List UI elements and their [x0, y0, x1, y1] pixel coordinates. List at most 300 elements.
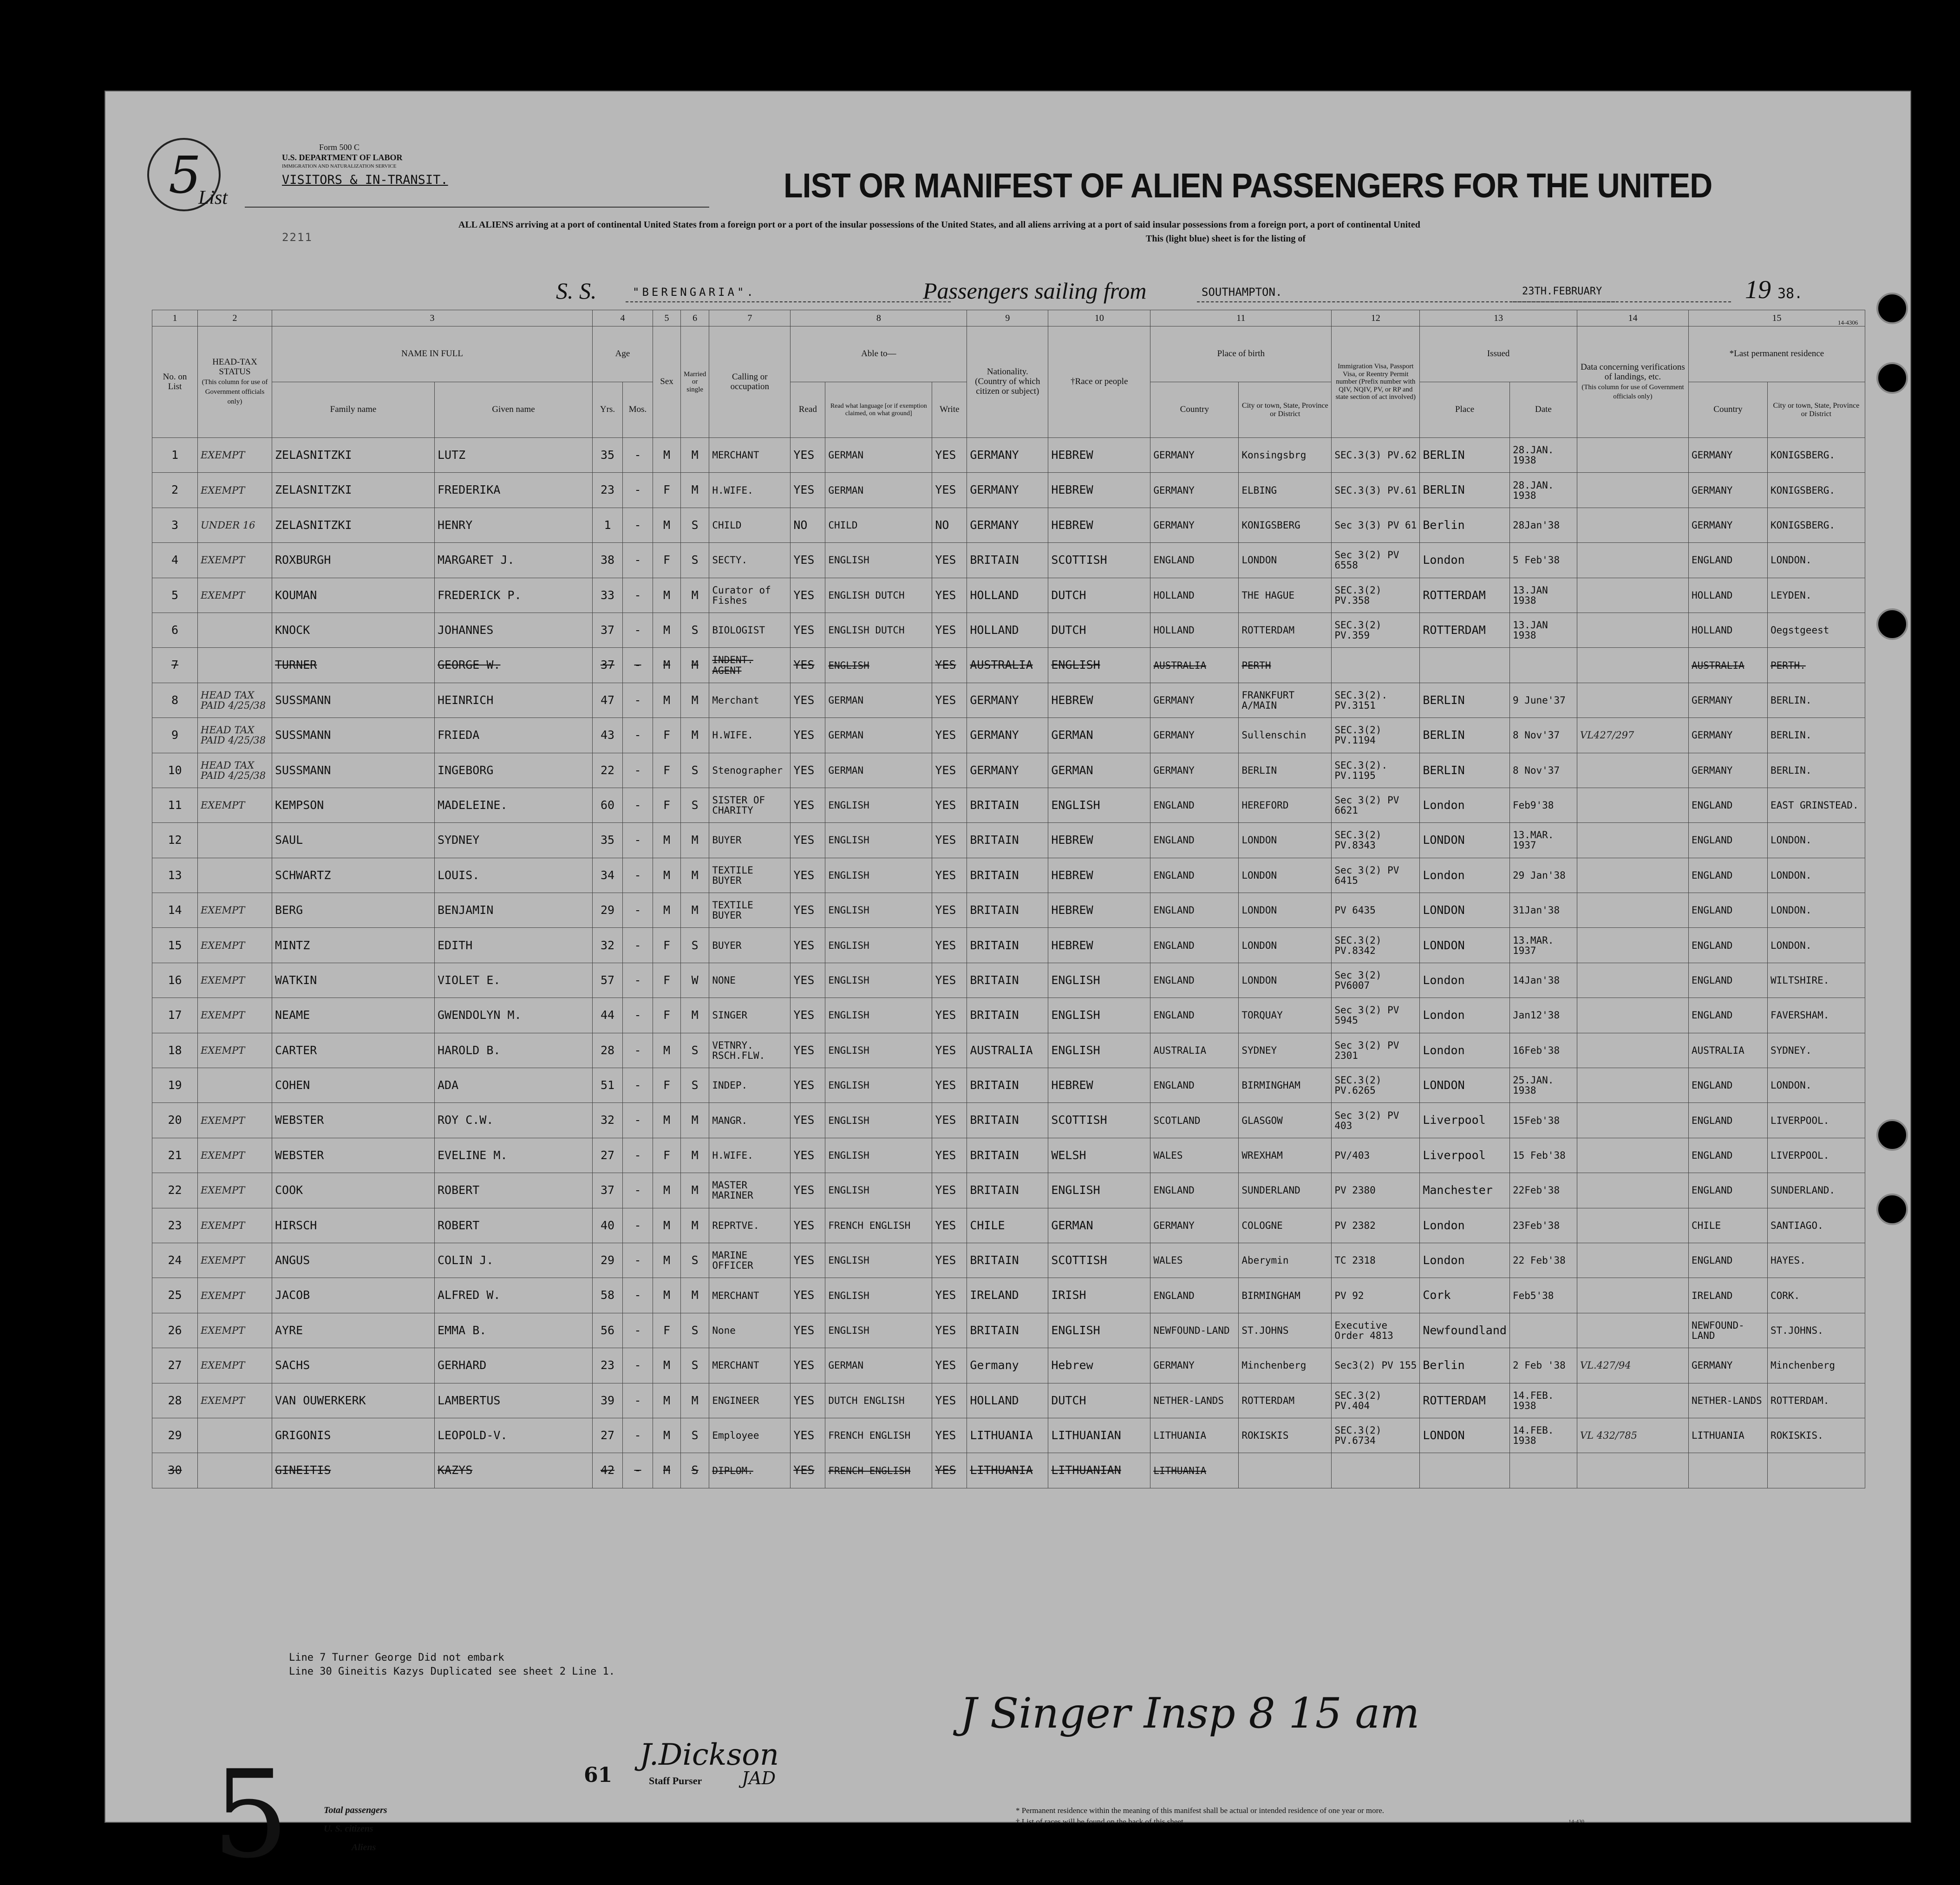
stamp-number: 2211 [282, 231, 313, 244]
cell-rcity: LONDON. [1767, 823, 1865, 858]
cell-occ: None [709, 1313, 791, 1348]
cell-rcity: LIVERPOOL. [1767, 1138, 1865, 1173]
cell-write: YES [932, 858, 967, 893]
cell-family: TURNER [272, 648, 435, 683]
cell-occ: Curator of Fishes [709, 578, 791, 613]
cell-rcountry: ENGLAND [1688, 1103, 1767, 1138]
cell-rcity: LEYDEN. [1767, 578, 1865, 613]
cell-ms: M [681, 1103, 709, 1138]
cell-write: YES [932, 753, 967, 788]
cell-iplace: LONDON [1420, 893, 1510, 928]
cell-no: 7 [152, 648, 198, 683]
cell-iplace: BERLIN [1420, 753, 1510, 788]
cell-race: LITHUANIAN [1048, 1453, 1150, 1488]
cell-rcity: SANTIAGO. [1767, 1208, 1865, 1243]
cell-occ: Stenographer [709, 753, 791, 788]
cell-bcountry: LITHUANIA [1150, 1418, 1239, 1453]
cell-tax: EXEMPT [198, 1383, 272, 1418]
cell-rcity: ROKISKIS. [1767, 1418, 1865, 1453]
cell-bcountry: ENGLAND [1150, 543, 1239, 578]
table-row [152, 473, 1865, 508]
header-age: Age [593, 326, 653, 382]
ship-underline [626, 301, 951, 302]
landings-note: (This column for use of Government officials only) [1581, 383, 1684, 401]
cell-bcity: SYDNEY [1239, 1033, 1332, 1068]
col-num: 15 [1688, 310, 1865, 326]
cell-idate: 13.MAR. 1937 [1509, 823, 1577, 858]
cell-sex: M [653, 858, 681, 893]
header-name: NAME IN FULL [272, 326, 593, 382]
note-line-7: Line 7 Turner George Did not embark [289, 1652, 504, 1663]
cell-iplace: LONDON [1420, 1068, 1510, 1103]
cell-land [1577, 823, 1688, 858]
cell-sex: M [653, 683, 681, 717]
col-num: 8 [791, 310, 967, 326]
cell-race: GERMAN [1048, 1208, 1150, 1243]
cell-given: KAZYS [435, 1453, 593, 1488]
table-row [152, 1103, 1865, 1138]
cell-family: SAUL [272, 823, 435, 858]
headtax-title: HEAD-TAX STATUS [212, 357, 257, 377]
cell-ms: M [681, 648, 709, 683]
cell-no: 11 [152, 788, 198, 822]
cell-nat: BRITAIN [967, 963, 1048, 998]
cell-iplace: Berlin [1420, 508, 1510, 542]
cell-lang: ENGLISH [825, 1313, 932, 1348]
col-num: 10 [1048, 310, 1150, 326]
cell-idate [1509, 648, 1577, 683]
cell-read: YES [791, 1138, 825, 1173]
table-row [152, 1383, 1865, 1418]
cell-idate: Feb9'38 [1509, 788, 1577, 822]
table-row [152, 893, 1865, 928]
cell-lang: DUTCH ENGLISH [825, 1383, 932, 1418]
cell-occ: MERCHANT [709, 1348, 791, 1383]
cell-bcountry: GERMANY [1150, 508, 1239, 542]
header-place: Place [1420, 382, 1510, 438]
cell-occ: H.WIFE. [709, 473, 791, 508]
cell-bcity: BIRMINGHAM [1239, 1278, 1332, 1313]
cell-visa: Sec 3(2) PV 5945 [1332, 998, 1420, 1033]
ship-name: "BERENGARIA". [633, 286, 756, 299]
cell-idate: 22 Feb'38 [1509, 1243, 1577, 1278]
cell-bcity: ROTTERDAM [1239, 1383, 1332, 1418]
cell-land: VL427/297 [1577, 718, 1688, 753]
cell-sex: M [653, 1173, 681, 1208]
cell-land [1577, 858, 1688, 893]
cell-write: YES [932, 473, 967, 508]
cell-visa: SEC.3(2) PV.359 [1332, 613, 1420, 647]
cell-read: YES [791, 1173, 825, 1208]
cell-bcity: Aberymin [1239, 1243, 1332, 1278]
cell-family: GINEITIS [272, 1453, 435, 1488]
cell-family: AYRE [272, 1313, 435, 1348]
cell-write: YES [932, 718, 967, 753]
cell-mos: - [623, 998, 653, 1033]
cell-family: ANGUS [272, 1243, 435, 1278]
cell-family: NEAME [272, 998, 435, 1033]
cell-sex: M [653, 1243, 681, 1278]
cell-mos: - [623, 438, 653, 473]
table-row [152, 1173, 1865, 1208]
cell-race: ENGLISH [1048, 963, 1150, 998]
cell-nat: BRITAIN [967, 1068, 1048, 1103]
cell-rcountry: ENGLAND [1688, 858, 1767, 893]
cell-mos: - [623, 1173, 653, 1208]
cell-ms: M [681, 823, 709, 858]
cell-family: COOK [272, 1173, 435, 1208]
table-row [152, 928, 1865, 963]
cell-write: YES [932, 963, 967, 998]
cell-sex: F [653, 1068, 681, 1103]
cell-ms: M [681, 1208, 709, 1243]
cell-tax: EXEMPT [198, 1278, 272, 1313]
cell-rcity: Minchenberg [1767, 1348, 1865, 1383]
cell-race: IRISH [1048, 1278, 1150, 1313]
sailing-date: 23TH.FEBRUARY [1522, 286, 1602, 297]
cell-bcity: GLASGOW [1239, 1103, 1332, 1138]
cell-sex: M [653, 1103, 681, 1138]
cell-occ: H.WIFE. [709, 718, 791, 753]
cell-occ: H.WIFE. [709, 1138, 791, 1173]
cell-ms: S [681, 613, 709, 647]
cell-tax: EXEMPT [198, 1348, 272, 1383]
cell-iplace: Liverpool [1420, 1138, 1510, 1173]
cell-mos: - [623, 648, 653, 683]
cell-land [1577, 1173, 1688, 1208]
cell-bcity: PERTH [1239, 648, 1332, 683]
cell-no: 28 [152, 1383, 198, 1418]
cell-sex: F [653, 998, 681, 1033]
cell-land: VL.427/94 [1577, 1348, 1688, 1383]
cell-rcountry: AUSTRALIA [1688, 1033, 1767, 1068]
cell-given: ROBERT [435, 1208, 593, 1243]
cell-ms: S [681, 1243, 709, 1278]
header-row-1 [152, 326, 1865, 382]
cell-race: ENGLISH [1048, 788, 1150, 822]
cell-yrs: 23 [593, 473, 623, 508]
cell-tax: HEAD TAX PAID 4/25/38 [198, 753, 272, 788]
cell-rcity: LONDON. [1767, 893, 1865, 928]
cell-land [1577, 1453, 1688, 1488]
cell-race: ENGLISH [1048, 1313, 1150, 1348]
cell-tax: EXEMPT [198, 1208, 272, 1243]
cell-ms: S [681, 1068, 709, 1103]
cell-bcity: Konsingsbrg [1239, 438, 1332, 473]
cell-occ: DIPLOM. [709, 1453, 791, 1488]
cell-tax: EXEMPT [198, 1173, 272, 1208]
cell-yrs: 22 [593, 753, 623, 788]
passenger-rows [152, 438, 1865, 1488]
cell-bcity: HEREFORD [1239, 788, 1332, 822]
cell-given: LEOPOLD-V. [435, 1418, 593, 1453]
year-suffix: 38. [1777, 286, 1803, 302]
cell-write: YES [932, 1173, 967, 1208]
cell-occ: BUYER [709, 928, 791, 963]
cell-sex: F [653, 718, 681, 753]
cell-given: GERHARD [435, 1348, 593, 1383]
header-res-city: City or town, State, Province or District [1767, 382, 1865, 438]
list-type: VISITORS & IN-TRANSIT. [282, 173, 448, 187]
cell-rcountry: GERMANY [1688, 1348, 1767, 1383]
cell-read: YES [791, 613, 825, 647]
cell-rcity: KONIGSBERG. [1767, 508, 1865, 542]
cell-visa: TC 2318 [1332, 1243, 1420, 1278]
cell-race: HEBREW [1048, 438, 1150, 473]
cell-yrs: 35 [593, 823, 623, 858]
cell-no: 20 [152, 1103, 198, 1138]
cell-visa: SEC.3(2) PV.358 [1332, 578, 1420, 613]
cell-mos: - [623, 1033, 653, 1068]
cell-occ: BUYER [709, 823, 791, 858]
cell-idate: 13.MAR. 1937 [1509, 928, 1577, 963]
cell-mos: - [623, 1208, 653, 1243]
cell-nat: BRITAIN [967, 1138, 1048, 1173]
cell-family: SACHS [272, 1348, 435, 1383]
cell-rcountry: HOLLAND [1688, 578, 1767, 613]
cell-no: 5 [152, 578, 198, 613]
table-row [152, 1033, 1865, 1068]
total-passengers-label: Total passengers [324, 1805, 387, 1815]
cell-tax: EXEMPT [198, 963, 272, 998]
cell-race: HEBREW [1048, 683, 1150, 717]
cell-visa: SEC.3(3) PV.61 [1332, 473, 1420, 508]
cell-read: YES [791, 1453, 825, 1488]
table-row [152, 788, 1865, 822]
cell-lang: ENGLISH [825, 893, 932, 928]
cell-yrs: 29 [593, 1243, 623, 1278]
cell-idate [1509, 1313, 1577, 1348]
cell-rcountry: GERMANY [1688, 718, 1767, 753]
cell-race: HEBREW [1048, 473, 1150, 508]
cell-ms: M [681, 893, 709, 928]
cell-race: HEBREW [1048, 1068, 1150, 1103]
port: SOUTHAMPTON. [1202, 286, 1282, 299]
cell-yrs: 58 [593, 1278, 623, 1313]
cell-read: YES [791, 963, 825, 998]
cell-sex: F [653, 1313, 681, 1348]
cell-idate: 28.JAN. 1938 [1509, 473, 1577, 508]
cell-no: 13 [152, 858, 198, 893]
cell-rcountry: IRELAND [1688, 1278, 1767, 1313]
cell-lang: ENGLISH [825, 998, 932, 1033]
table-row [152, 543, 1865, 578]
cell-family: GRIGONIS [272, 1418, 435, 1453]
cell-sex: F [653, 473, 681, 508]
cell-visa [1332, 1453, 1420, 1488]
cell-family: KOUMAN [272, 578, 435, 613]
cell-given: LUTZ [435, 438, 593, 473]
cell-idate: 14.FEB. 1938 [1509, 1383, 1577, 1418]
cell-race: HEBREW [1048, 823, 1150, 858]
cell-bcountry: ENGLAND [1150, 998, 1239, 1033]
cell-race: ENGLISH [1048, 648, 1150, 683]
cell-occ: INDEP. [709, 1068, 791, 1103]
cell-visa: Sec 3(2) PV 6558 [1332, 543, 1420, 578]
cell-bcountry: ENGLAND [1150, 823, 1239, 858]
cell-rcountry: GERMANY [1688, 438, 1767, 473]
cell-write: YES [932, 1103, 967, 1138]
cell-race: ENGLISH [1048, 1033, 1150, 1068]
cell-idate: 13.JAN 1938 [1509, 613, 1577, 647]
cell-ms: M [681, 1383, 709, 1418]
cell-iplace: BERLIN [1420, 473, 1510, 508]
cell-visa: SEC.3(3) PV.62 [1332, 438, 1420, 473]
cell-read: YES [791, 788, 825, 822]
table-row [152, 1313, 1865, 1348]
cell-bcity [1239, 1453, 1332, 1488]
cell-nat: GERMANY [967, 718, 1048, 753]
cell-mos: - [623, 928, 653, 963]
cell-tax: EXEMPT [198, 1313, 272, 1348]
cell-given: MARGARET J. [435, 543, 593, 578]
cell-yrs: 37 [593, 613, 623, 647]
cell-yrs: 40 [593, 1208, 623, 1243]
cell-idate: 16Feb'38 [1509, 1033, 1577, 1068]
cell-nat: AUSTRALIA [967, 648, 1048, 683]
cell-ms: M [681, 1138, 709, 1173]
cell-visa: SEC.3(2) PV.1194 [1332, 718, 1420, 753]
cell-sex: M [653, 1278, 681, 1313]
cell-tax: HEAD TAX PAID 4/25/38 [198, 718, 272, 753]
cell-bcity: ST.JOHNS [1239, 1313, 1332, 1348]
cell-mos: - [623, 1418, 653, 1453]
cell-idate: 14Jan'38 [1509, 963, 1577, 998]
cell-sex: M [653, 1453, 681, 1488]
cell-write: YES [932, 1033, 967, 1068]
col-num: 5 [653, 310, 681, 326]
col-num: 2 [198, 310, 272, 326]
cell-bcity: SUNDERLAND [1239, 1173, 1332, 1208]
cell-read: YES [791, 998, 825, 1033]
cell-no: 16 [152, 963, 198, 998]
cell-family: HIRSCH [272, 1208, 435, 1243]
cell-rcity: BERLIN. [1767, 718, 1865, 753]
cell-visa: Sec 3(2) PV 2301 [1332, 1033, 1420, 1068]
cell-rcity: LONDON. [1767, 928, 1865, 963]
cell-rcity: BERLIN. [1767, 683, 1865, 717]
cell-occ: ENGINEER [709, 1383, 791, 1418]
cell-bcountry: GERMANY [1150, 438, 1239, 473]
cell-rcountry: ENGLAND [1688, 1068, 1767, 1103]
table-row [152, 1348, 1865, 1383]
cell-write: YES [932, 1208, 967, 1243]
cell-nat: CHILE [967, 1208, 1048, 1243]
cell-ms: M [681, 578, 709, 613]
cell-land [1577, 1208, 1688, 1243]
cell-tax: EXEMPT [198, 543, 272, 578]
cell-occ: SINGER [709, 998, 791, 1033]
cell-bcountry: NEWFOUND-LAND [1150, 1313, 1239, 1348]
cell-mos: - [623, 613, 653, 647]
cell-mos: - [623, 858, 653, 893]
headtax-note: (This column for use of Government officials only) [202, 378, 268, 405]
cell-sex: M [653, 508, 681, 542]
table-row [152, 438, 1865, 473]
cell-read: YES [791, 648, 825, 683]
cell-lang: ENGLISH DUTCH [825, 578, 932, 613]
cell-read: YES [791, 1208, 825, 1243]
col-num: 13 [1420, 310, 1577, 326]
cell-rcountry: ENGLAND [1688, 1243, 1767, 1278]
cell-idate: 15 Feb'38 [1509, 1138, 1577, 1173]
col-num: 1 [152, 310, 198, 326]
manifest-sheet [105, 91, 1911, 1885]
header-residence: *Last permanent residence [1688, 326, 1865, 382]
cell-land [1577, 578, 1688, 613]
cell-lang: ENGLISH [825, 1068, 932, 1103]
column-number-row [152, 310, 1865, 326]
cell-land [1577, 1103, 1688, 1138]
table-row [152, 963, 1865, 998]
cell-rcountry: ENGLAND [1688, 963, 1767, 998]
cell-no: 18 [152, 1033, 198, 1068]
header-family: Family name [272, 382, 435, 438]
cell-race: HEBREW [1048, 508, 1150, 542]
cell-rcountry: AUSTRALIA [1688, 648, 1767, 683]
sheet-number: 5 [169, 145, 201, 205]
cell-lang: ENGLISH DUTCH [825, 613, 932, 647]
cell-family: ZELASNITZKI [272, 438, 435, 473]
cell-iplace: LONDON [1420, 1418, 1510, 1453]
cell-given: LOUIS. [435, 858, 593, 893]
landings-title: Data concerning verifications of landings, etc. [1581, 362, 1685, 382]
cell-occ: SECTY. [709, 543, 791, 578]
cell-family: SUSSMANN [272, 718, 435, 753]
cell-tax: UNDER 16 [198, 508, 272, 542]
cell-bcountry: SCOTLAND [1150, 1103, 1239, 1138]
cell-iplace: London [1420, 1033, 1510, 1068]
cell-lang: FRENCH ENGLISH [825, 1418, 932, 1453]
cell-iplace: BERLIN [1420, 718, 1510, 753]
cell-lang: ENGLISH [825, 1173, 932, 1208]
cell-mos: - [623, 1453, 653, 1488]
cell-rcity: CORK. [1767, 1278, 1865, 1313]
cell-sex: M [653, 823, 681, 858]
cell-no: 6 [152, 613, 198, 647]
cell-race: SCOTTISH [1048, 1103, 1150, 1138]
cell-given: COLIN J. [435, 1243, 593, 1278]
cell-iplace: ROTTERDAM [1420, 613, 1510, 647]
cell-mos: - [623, 1103, 653, 1138]
cell-bcountry: GERMANY [1150, 683, 1239, 717]
header-race: †Race or people [1048, 326, 1150, 438]
cell-no: 2 [152, 473, 198, 508]
cell-write: YES [932, 578, 967, 613]
cell-write: YES [932, 1383, 967, 1418]
cell-rcountry: GERMANY [1688, 473, 1767, 508]
cell-race: Hebrew [1048, 1348, 1150, 1383]
cell-visa: SEC.3(2). PV.3151 [1332, 683, 1420, 717]
cell-occ: REPRTVE. [709, 1208, 791, 1243]
aliens-label: Aliens [352, 1842, 376, 1852]
cell-ms: M [681, 858, 709, 893]
page-count: 61 [584, 1763, 613, 1787]
cell-land [1577, 543, 1688, 578]
cell-no: 22 [152, 1173, 198, 1208]
header-write: Write [932, 382, 967, 438]
cell-sex: F [653, 753, 681, 788]
cell-idate: 14.FEB. 1938 [1509, 1418, 1577, 1453]
passengers-label: Passengers sailing from [923, 278, 1147, 304]
cell-yrs: 34 [593, 858, 623, 893]
cell-rcity: Oegstgeest [1767, 613, 1865, 647]
cell-no: 14 [152, 893, 198, 928]
cell-bcity: COLOGNE [1239, 1208, 1332, 1243]
cell-bcountry: NETHER-LANDS [1150, 1383, 1239, 1418]
cell-nat: LITHUANIA [967, 1453, 1048, 1488]
form-number: Form 500 C [319, 143, 360, 152]
